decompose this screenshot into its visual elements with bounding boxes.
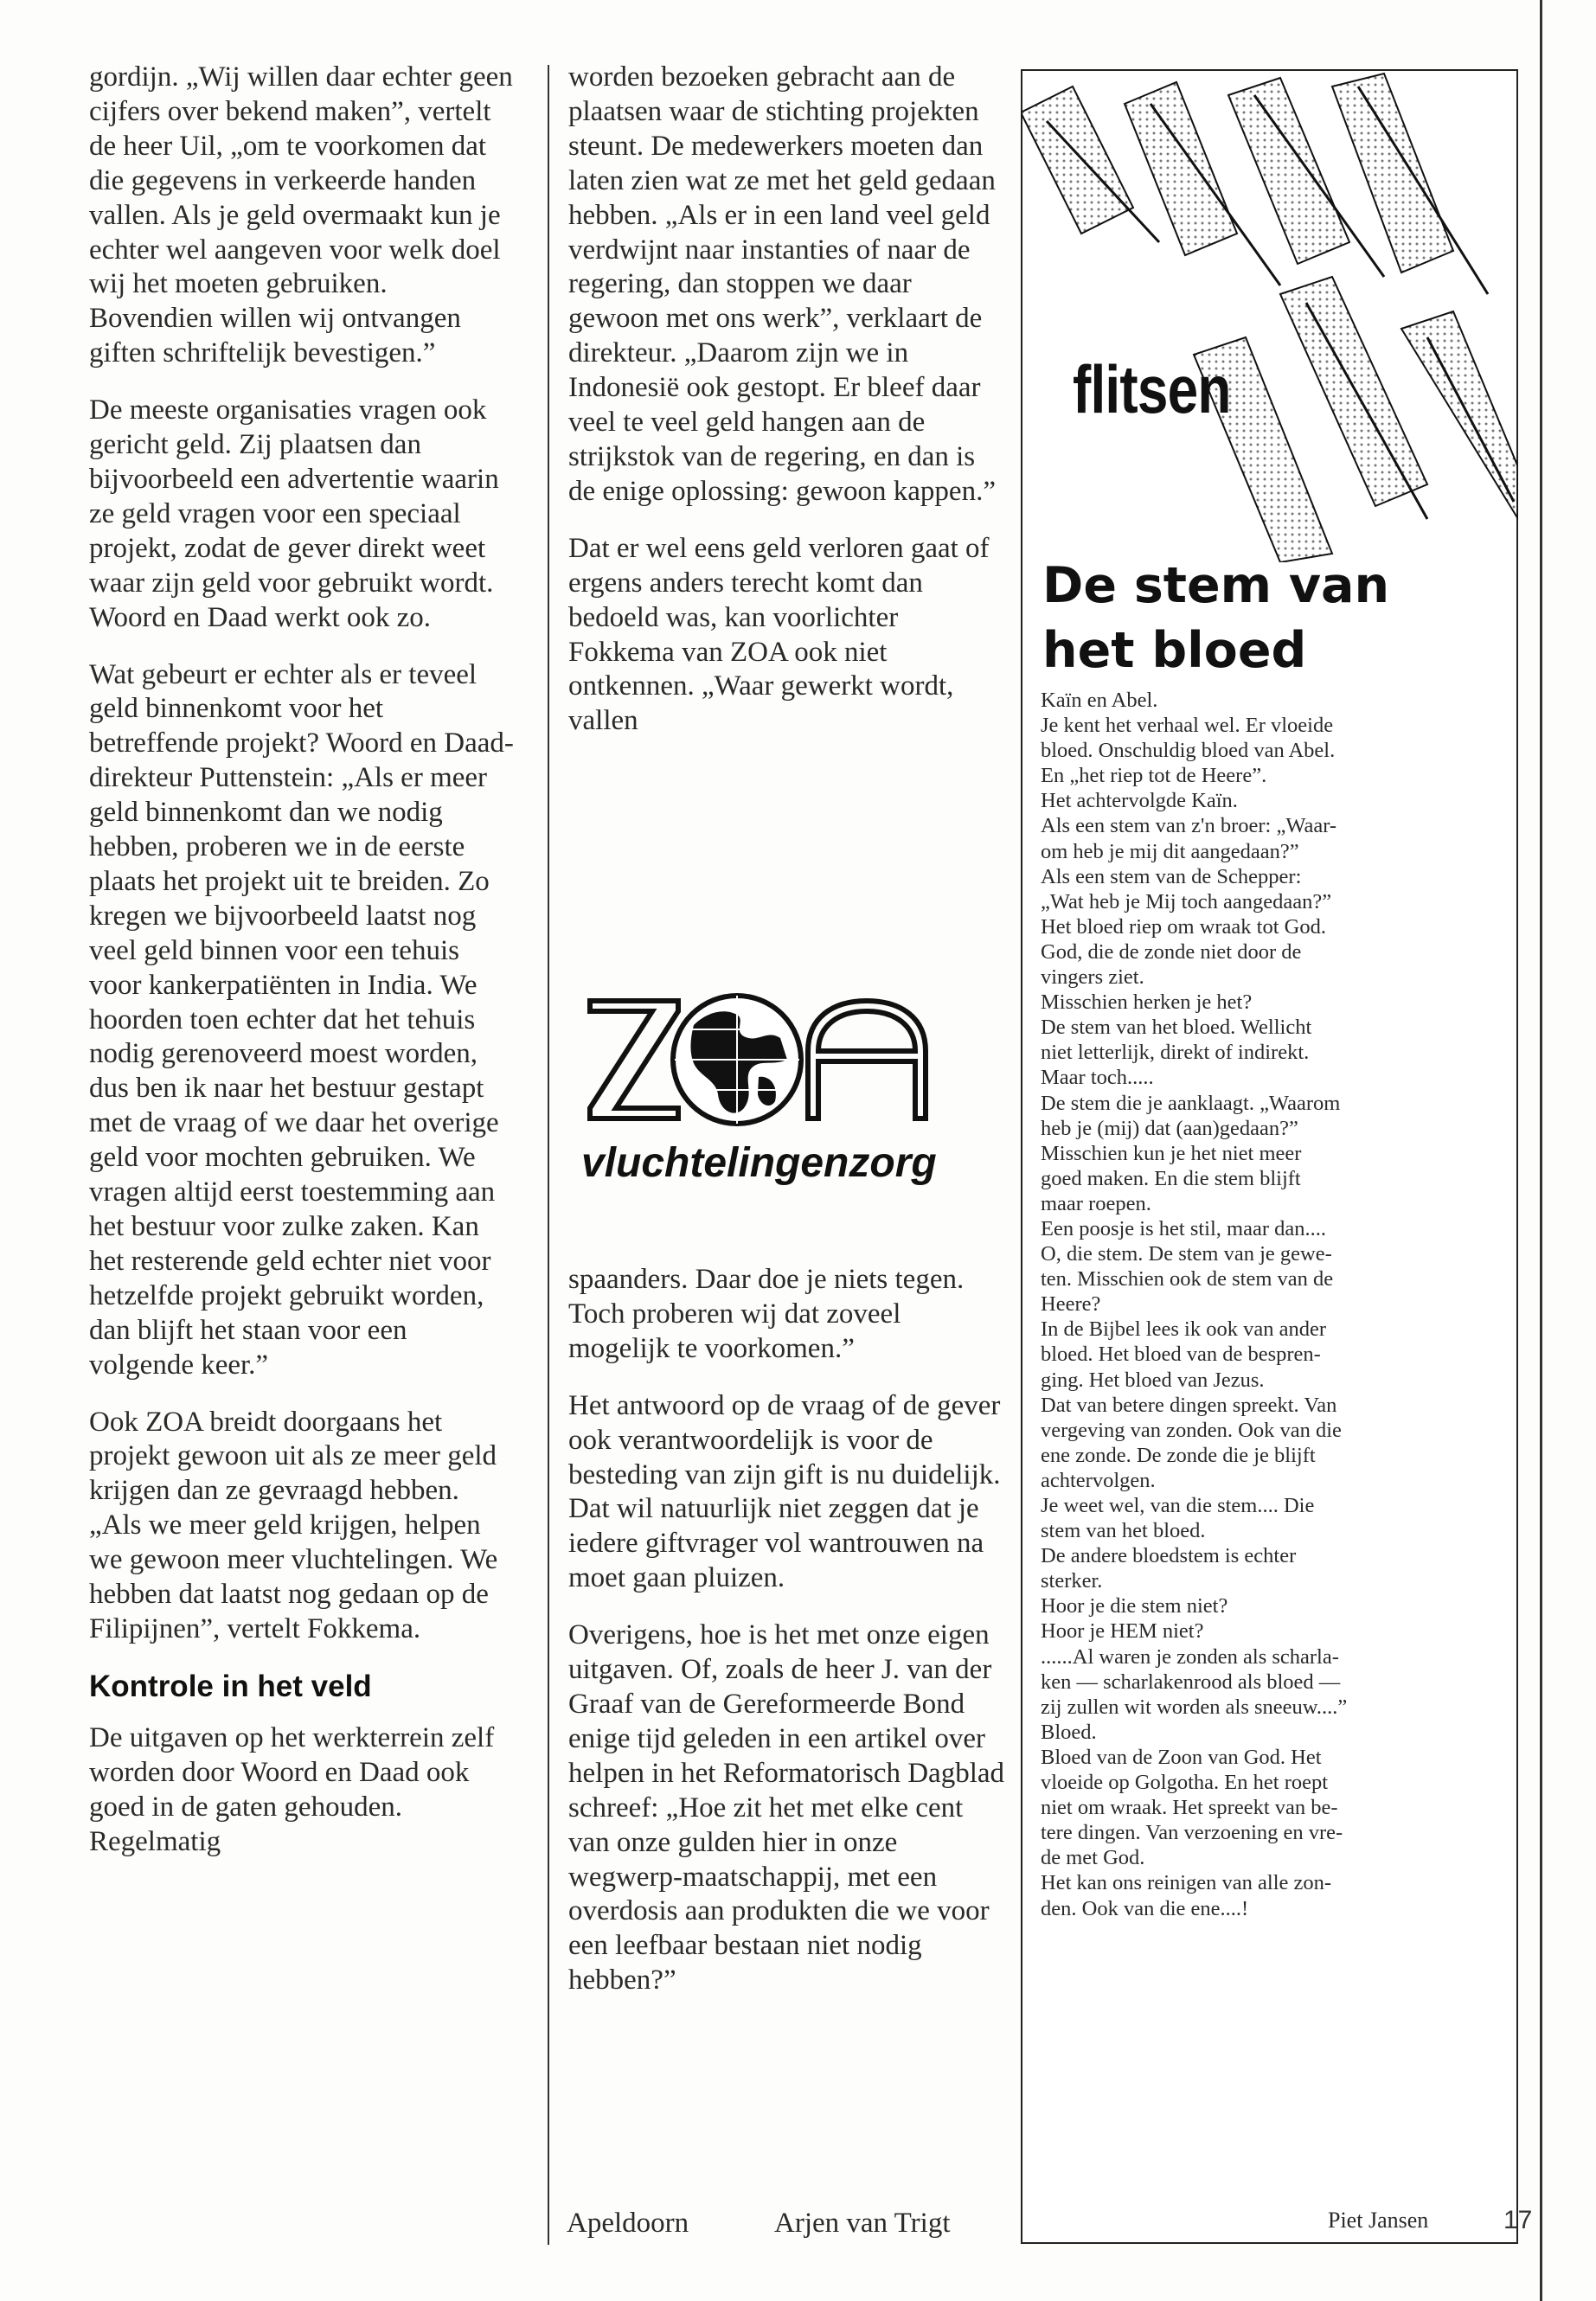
poem-line: In de Bijbel lees ik ook van ander [1041,1317,1326,1342]
poem-line: om heb je mij dit aangedaan?” [1041,839,1299,863]
poem-line: Misschien herken je het? [1041,990,1253,1015]
poem-line: Hoor je HEM niet? [1041,1619,1204,1644]
sidebar-headline [1042,554,1389,683]
article-column-1 [89,61,515,1881]
poem-line: bloed. Het bloed van de bespren- [1041,1343,1321,1367]
paragraph: De meeste organisaties vragen ook gericht geld. Zij plaatsen dan bijvoorbeeld een advertentie waarin ze geld vragen voor een speciaal projekt, zodat de gever direkt weet waar zijn geld voor gebruikt wordt. Woord en Daad werkt ook zo. [89,394,499,633]
poem-line: zij zullen wit worden als sneeuw....” [1041,1695,1348,1719]
poem-line: den. Ook van die ene....! [1041,1896,1249,1920]
paragraph: De uitgaven op het werkterrein zelf worden door Woord en Daad ook goed in de gaten gehouden. Regelmatig [89,1721,495,1857]
poem-line: vloeide op Golgotha. En het roept [1041,1771,1329,1795]
column-rule-left [548,65,549,2245]
poem-line: God, die de zonde niet door de [1041,939,1302,964]
zoa-caption: vluchtelingenzorg [581,1140,937,1186]
poem-line: achtervolgen. [1041,1468,1156,1492]
poem-line: Dat van betere dingen spreekt. Van [1041,1393,1337,1417]
byline-place: Apeldoorn [567,2208,689,2239]
flitsen-section-title: flitsen [1073,351,1231,427]
signature: Piet Jansen [1328,2208,1429,2233]
zoa-logo [581,965,971,1189]
paragraph: spaanders. Daar doe je niets tegen. Toch proberen wij dat zoveel mogelijk te voorkomen.” [568,1264,965,1364]
poem-line: Hoor je die stem niet? [1041,1594,1228,1618]
poem-line: O, die stem. De stem van je gewe- [1041,1242,1332,1266]
poem-line: vingers ziet. [1041,965,1144,990]
article-column-2-bottom [568,1263,1005,2021]
article-column-2-top [568,61,1005,761]
poem-line: ken — scharlakenrood als bloed — [1041,1670,1341,1694]
poem-line: Het achtervolgde Kaïn. [1041,789,1238,813]
poem-line: Je kent het verhaal wel. Er vloeide [1041,714,1334,738]
page-edge-rule [1540,0,1542,2301]
poem-line: De stem van het bloed. Wellicht [1041,1016,1312,1040]
poem-line: sterker. [1041,1569,1103,1593]
paragraph: gordijn. „Wij willen daar echter geen cijfers over bekend maken”, vertelt de heer Uil, „om te voorkomen dat die gegevens in verkeerde handen vallen. Als je geld overmaakt kun je echter wel aangeven voor welk doel wij het moeten gebruiken. Bovendien willen wij ontvangen giften schriftelijk bevestigen.” [89,61,513,369]
poem-line: „Wat heb je Mij toch aangedaan?” [1041,889,1332,913]
poem-line: ging. Het bloed van Jezus. [1041,1368,1265,1392]
poem-line: Je weet wel, van die stem.... Die [1041,1494,1315,1517]
poem-line: Het bloed riep om wraak tot God. [1041,914,1326,939]
poem-text [1041,688,1512,1921]
poem-line: goed maken. En die stem blijft [1041,1166,1301,1190]
poem-line: niet letterlijk, direkt of indirekt. [1041,1041,1310,1065]
poem-line: stem van het bloed. [1041,1519,1206,1543]
poem-line: vergeving van zonden. Ook van die [1041,1418,1342,1442]
poem-line: ene zonde. De zonde die je blijft [1041,1443,1316,1467]
poem-line: De stem die je aanklaagt. „Waarom [1041,1091,1341,1115]
poem-line: heb je (mij) dat (aan)gedaan?” [1041,1116,1298,1140]
poem-line: Bloed. [1041,1720,1097,1744]
zoa-logo-graphic [581,965,971,1189]
poem-line: ten. Misschien ook de stem van de [1041,1267,1334,1292]
poem-line: Een poosje is het stil, maar dan.... [1041,1216,1326,1240]
poem-line: niet om wraak. Het spreekt van be- [1041,1796,1338,1820]
poem-line: Als een stem van de Schepper: [1041,864,1302,888]
page-number: 17 [1503,2206,1533,2234]
paragraph: Wat gebeurt er echter als er teveel geld binnenkomt voor het betreffende projekt? Woord en Daad-direkteur Puttenstein: „Als er meer geld binnenkomt dan we nodig hebben, proberen we in de eerste plaats het projekt uit te breiden. Zo kregen we bijvoorbeeld laatst nog veel geld binnen voor een tehuis voor kankerpatiënten in India. We hoorden toen echter dat het tehuis nodig gerenoveerd moest worden, dus ben ik naar het bestuur gestapt met de vraag of we daar het overige geld voor mochten gebruiken. We vragen altijd eerst toestemming aan het bestuur voor zulke zaken. Kan het resterende geld echter niet voor hetzelfde projekt gebruikt worden, dan blijft het staan voor een volgende keer.” [89,658,514,1381]
poem-line: En „het riep tot de Heere”. [1041,764,1267,788]
paragraph: worden bezoeken gebracht aan de plaatsen waar de stichting projekten steunt. De medewerkers moeten dan laten zien wat ze met het geld gedaan hebben. „Als er in een land veel geld verdwijnt naar instanties of naar de regering, dan stoppen we daar gewoon met ons werk”, verklaart de direkteur. „Daarom zijn we in Indonesië ook gestopt. Er bleef daar veel te veel geld hangen aan de strijkstok van de regering, en dan is de enige oplossing: gewoon kappen.” [568,61,996,507]
poem-line: tere dingen. Van verzoening en vre- [1041,1821,1343,1845]
poem-line: ......Al waren je zonden als scharla- [1041,1644,1339,1669]
poem-line: bloed. Onschuldig bloed van Abel. [1041,739,1336,763]
paragraph: Ook ZOA breidt doorgaans het projekt gewoon uit als ze meer geld krijgen dan ze gevraagd hebben. „Als we meer geld krijgen, helpen we gewoon meer vluchtelingen. We hebben dat laatst nog gedaan op de Filipijnen”, vertelt Fokkema. [89,1406,498,1644]
paragraph: Dat er wel eens geld verloren gaat of ergens anders terecht komt dan bedoeld was, kan voorlichter Fokkema van ZOA ook niet ontkennen. „Waar gewerkt wordt, vallen [568,532,990,737]
byline-author: Arjen van Trigt [774,2208,951,2239]
poem-line: Maar toch..... [1041,1066,1154,1090]
paragraph: Het antwoord op de vraag of de gever ook verantwoordelijk is voor de besteding van zijn gift is nu duidelijk. Dat wil natuurlijk niet zeggen dat je iedere giftvrager vol wantrouwen na moet gaan pluizen. [568,1389,1001,1594]
poem-line: Misschien kun je het niet meer [1041,1141,1302,1165]
subheading: Kontrole in het veld [89,1669,372,1703]
flitsen-artwork [1021,69,1518,562]
paragraph: Overigens, hoe is het met onze eigen uitgaven. Of, zoals de heer J. van der Graaf van de Gereformeerde Bond enige tijd geleden in een artikel over helpen in het Reformatorisch Dagblad schreef: „Hoe zit het met elke cent van onze gulden hier in onze wegwerp-maatschappij, met een overdosis aan produkten die we voor een leefbaar bestaan niet nodig hebben?” [568,1619,1005,1997]
poem-line: Het kan ons reinigen van alle zon- [1041,1871,1332,1895]
poem-line: Als een stem van z'n broer: „Waar- [1041,814,1337,838]
poem-line: Heere? [1041,1292,1101,1317]
headline-line-1: De stem van [1042,557,1390,614]
poem-line: de met God. [1041,1846,1145,1870]
headline-line-2: het bloed [1042,622,1307,679]
poem-line: De andere bloedstem is echter [1041,1544,1297,1568]
poem-line: Kaïn en Abel. [1041,689,1158,712]
poem-line: Bloed van de Zoon van God. Het [1041,1745,1322,1769]
poem-line: maar roepen. [1041,1191,1151,1215]
